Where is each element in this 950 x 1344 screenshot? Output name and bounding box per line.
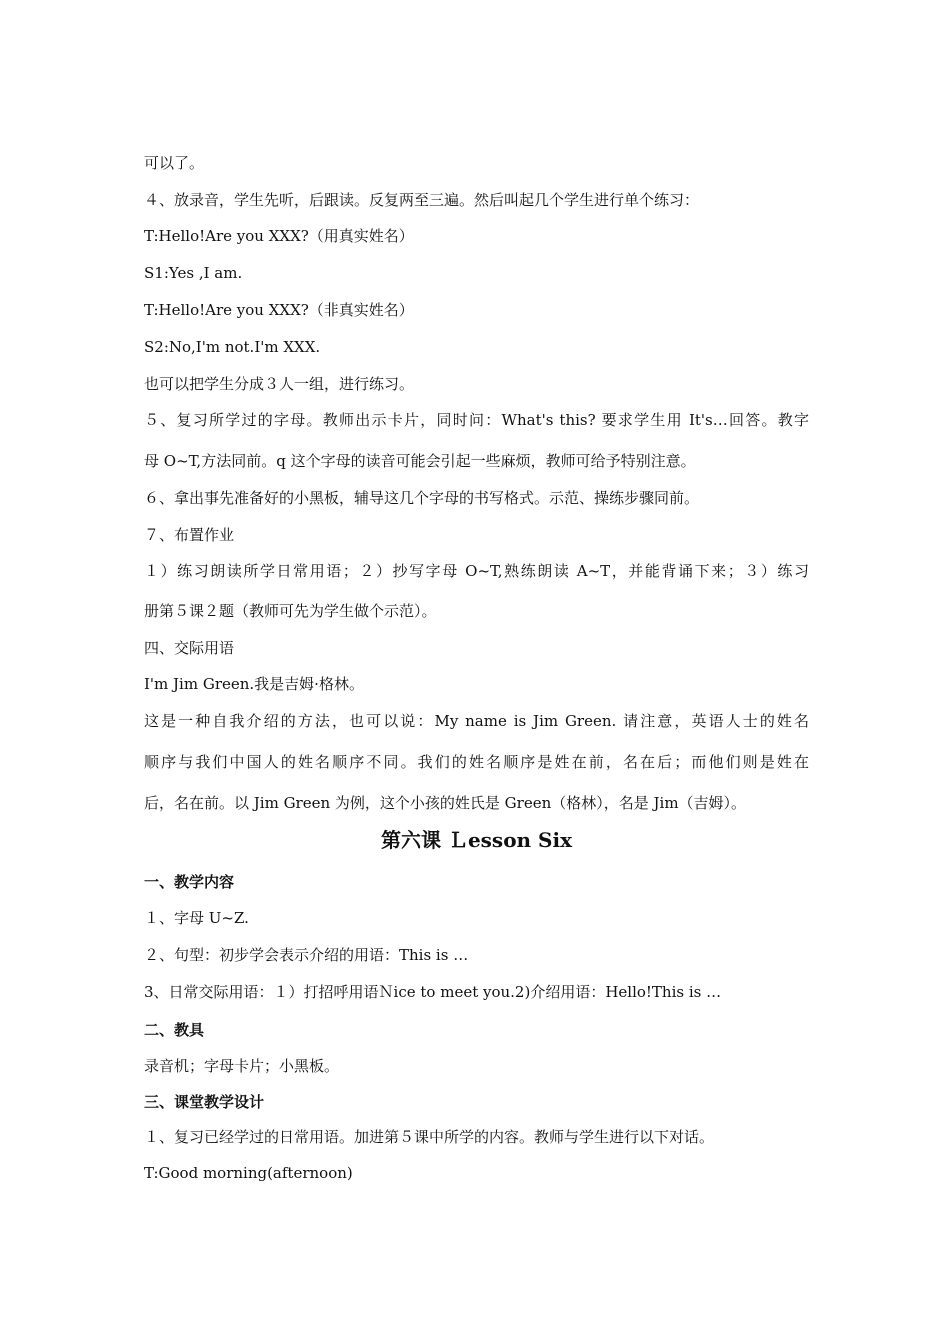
text-line: 册第５课２题（教师可先为学生做个示范）。 xyxy=(144,602,437,620)
section-heading: 一、教学内容 xyxy=(144,873,235,891)
text-line: S1:Yes ,I am. xyxy=(144,264,243,282)
text-line: T:Hello!Are you XXX?（用真实姓名） xyxy=(144,227,414,245)
text-line: ２、句型：初步学会表示介绍的用语：This is … xyxy=(144,946,469,964)
text-line: 可以了。 xyxy=(144,154,205,172)
text-line: １）练习朗读所学日常用语；２）抄写字母 O~T,熟练朗读 A~T，并能背诵下来；３）练习 xyxy=(144,562,809,580)
text-line: I'm Jim Green.我是吉姆·格林。 xyxy=(144,675,364,693)
text-line: 录音机；字母卡片；小黑板。 xyxy=(144,1057,340,1075)
text-line: T:Hello!Are you XXX?（非真实姓名） xyxy=(144,301,414,319)
text-line: ７、布置作业 xyxy=(144,526,235,544)
text-line: １、字母 U~Z. xyxy=(144,909,249,927)
text-line: T:Good morning(afternoon) xyxy=(144,1164,353,1182)
text-line: 后，名在前。以 Jim Green 为例，这个小孩的姓氏是 Green（格林），名是 Jim（吉姆）。 xyxy=(144,794,747,812)
text-line: ５、复习所学过的字母。教师出示卡片，同时问：What's this? 要求学生用 It's…回答。教字 xyxy=(144,411,809,429)
text-line: 母 O~T,方法同前。q 这个字母的读音可能会引起一些麻烦，教师可给予特别注意。 xyxy=(144,452,696,470)
text-line: 也可以把学生分成３人一组，进行练习。 xyxy=(144,375,415,393)
section-heading: 二、教具 xyxy=(144,1021,205,1039)
text-line: 3、日常交际用语：１）打招呼用语Ｎice to meet you.2)介绍用语：Hello!This is … xyxy=(144,983,722,1001)
text-line: １、复习已经学过的日常用语。加进第５课中所学的内容。教师与学生进行以下对话。 xyxy=(144,1128,715,1146)
text-line: 这是一种自我介绍的方法，也可以说：My name is Jim Green. 请注意，英语人士的姓名 xyxy=(144,712,809,730)
section-heading: 三、课堂教学设计 xyxy=(144,1093,265,1111)
text-line: ４、放录音，学生先听，后跟读。反复两至三遍。然后叫起几个学生进行单个练习： xyxy=(144,191,700,209)
text-line: 四、交际用语 xyxy=(144,639,235,657)
lesson-title: 第六课 Ｌesson Six xyxy=(380,828,572,852)
text-line: S2:No,I'm not.I'm XXX. xyxy=(144,338,321,356)
text-line: ６、拿出事先准备好的小黑板，辅导这几个字母的书写格式。示范、操练步骤同前。 xyxy=(144,489,700,507)
text-line: 顺序与我们中国人的姓名顺序不同。我们的姓名顺序是姓在前，名在后；而他们则是姓在 xyxy=(144,753,809,771)
